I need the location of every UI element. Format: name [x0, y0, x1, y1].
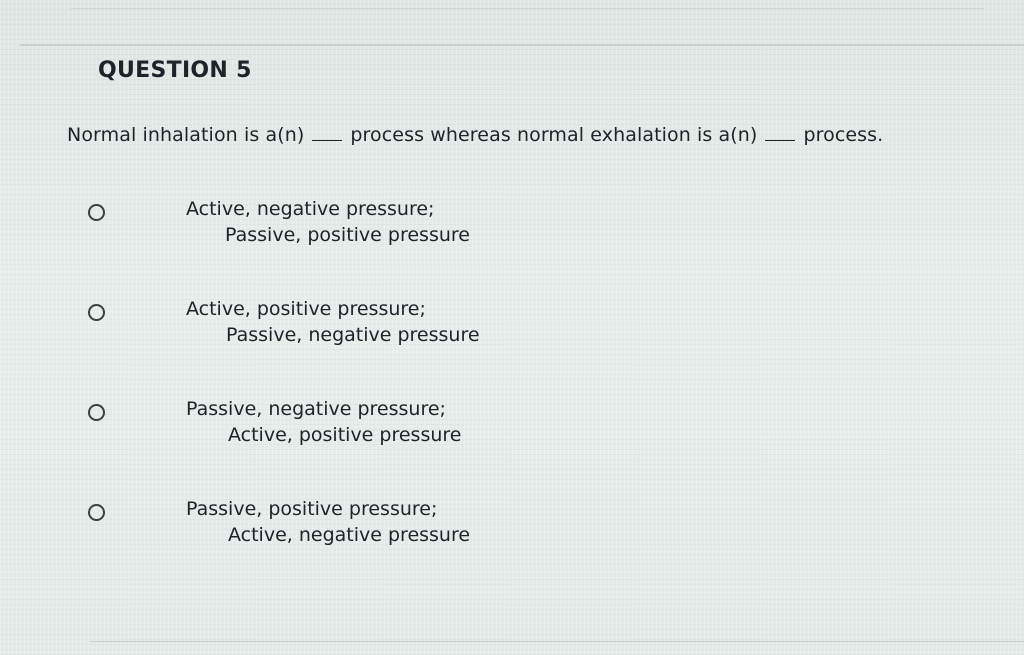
radio-button-option-1[interactable] [88, 204, 105, 221]
answer-option-2-line1: Active, positive pressure; [186, 298, 426, 320]
radio-button-option-4[interactable] [88, 504, 105, 521]
answer-option-3-line2: Active, positive pressure [228, 424, 462, 446]
answer-option-1-line2: Passive, positive pressure [225, 224, 470, 246]
answer-option-4-line1: Passive, positive pressure; [186, 498, 438, 520]
radio-button-option-3[interactable] [88, 404, 105, 421]
question-stem-part1: Normal inhalation is a(n) [67, 124, 305, 146]
answer-option-1[interactable] [88, 198, 608, 272]
answer-option-4-line2: Active, negative pressure [228, 524, 471, 546]
question-title: QUESTION 5 [98, 58, 252, 83]
radio-button-option-2[interactable] [88, 304, 105, 321]
bottom-divider [90, 641, 1024, 642]
answer-blank-2 [765, 140, 795, 141]
answer-blank-1 [312, 140, 342, 141]
question-stem-part2: process whereas normal exhalation is a(n) [350, 124, 758, 146]
answer-option-1-line1: Active, negative pressure; [186, 198, 435, 220]
answer-option-3[interactable] [88, 398, 608, 472]
question-stem-part3: process. [803, 124, 884, 146]
answer-option-2[interactable] [88, 298, 608, 372]
answer-option-4[interactable] [88, 498, 608, 572]
question-stem [67, 124, 883, 146]
top-divider-faint [70, 8, 984, 9]
top-divider [20, 44, 1024, 46]
answer-option-2-line2: Passive, negative pressure [226, 324, 480, 346]
answer-option-3-line1: Passive, negative pressure; [186, 398, 446, 420]
